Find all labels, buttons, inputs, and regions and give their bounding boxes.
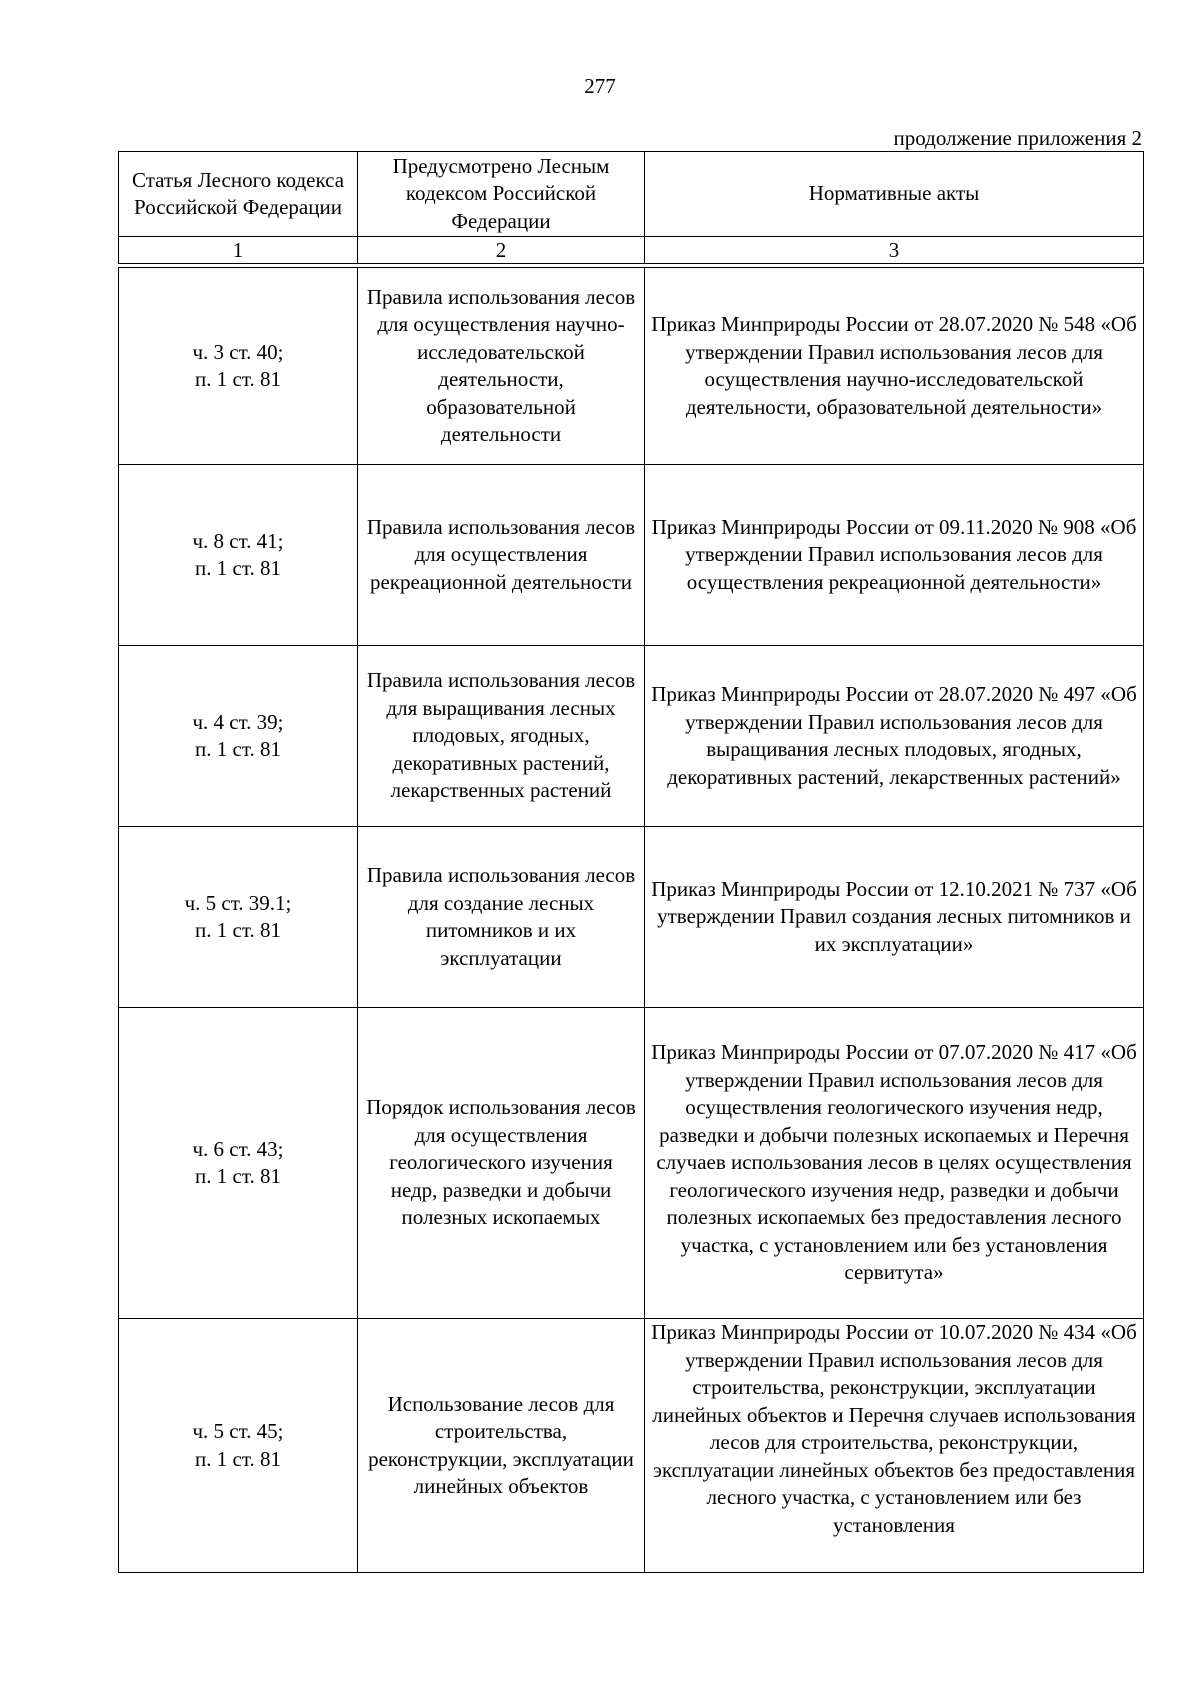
table-row: [119, 268, 1144, 465]
article-cell: ч. 5 ст. 45; п. 1 ст. 81: [119, 1319, 358, 1573]
table-row: [119, 1008, 1144, 1319]
continuation-label: продолжение приложения 2: [893, 126, 1142, 150]
provision-cell: Правила использования лесов для осуществления научно-исследовательской деятельности, образовательной деятельности: [358, 268, 645, 465]
table-row: [119, 827, 1144, 1008]
column-number-row: [119, 237, 1144, 264]
article-cell: ч. 4 ст. 39; п. 1 ст. 81: [119, 646, 358, 827]
act-cell: Приказ Минприроды России от 12.10.2021 № 737 «Об утверждении Правил создания лесных питомников и их эксплуатации»: [645, 827, 1144, 1008]
provision-cell: Использование лесов для строительства, реконструкции, эксплуатации линейных объектов: [358, 1319, 645, 1573]
act-cell: Приказ Минприроды России от 07.07.2020 № 417 «Об утверждении Правил использования лесов для осуществления геологического изучения недр, разведки и добычи полезных ископаемых и Перечня случаев использования лесов в целях осуществления геологического изучения недр, разведки и добычи полезных ископаемых без предоставления лесного участка, с установлением или без установления сервитута»: [645, 1008, 1144, 1319]
column-number: 1: [119, 237, 358, 264]
article-cell: ч. 5 ст. 39.1; п. 1 ст. 81: [119, 827, 358, 1008]
article-cell: ч. 8 ст. 41; п. 1 ст. 81: [119, 465, 358, 646]
header-acts: Нормативные акты: [645, 152, 1144, 237]
regulations-table: [118, 151, 1144, 1573]
article-cell: ч. 6 ст. 43; п. 1 ст. 81: [119, 1008, 358, 1319]
table-row: [119, 646, 1144, 827]
table-header-row: [119, 152, 1144, 237]
provision-cell: Порядок использования лесов для осуществления геологического изучения недр, разведки и добычи полезных ископаемых: [358, 1008, 645, 1319]
provision-cell: Правила использования лесов для создание лесных питомников и их эксплуатации: [358, 827, 645, 1008]
page-number: 277: [584, 74, 616, 98]
act-cell: Приказ Минприроды России от 10.07.2020 № 434 «Об утверждении Правил использования лесов для строительства, реконструкции, эксплуатации линейных объектов и Перечня случаев использования лесов для строительства, реконструкции, эксплуатации линейных объектов без предоставления лесного участка, с установлением или без установления: [645, 1319, 1144, 1573]
provision-cell: Правила использования лесов для выращивания лесных плодовых, ягодных, декоративных растений, лекарственных растений: [358, 646, 645, 827]
header-article: Статья Лесного кодекса Российской Федерации: [119, 152, 358, 237]
provision-cell: Правила использования лесов для осуществления рекреационной деятельности: [358, 465, 645, 646]
column-number: 2: [358, 237, 645, 264]
table-row: [119, 1319, 1144, 1573]
act-cell: Приказ Минприроды России от 28.07.2020 № 548 «Об утверждении Правил использования лесов для осуществления научно-исследовательской деятельности, образовательной деятельности»: [645, 268, 1144, 465]
column-number: 3: [645, 237, 1144, 264]
act-cell: Приказ Минприроды России от 09.11.2020 № 908 «Об утверждении Правил использования лесов для осуществления рекреационной деятельности»: [645, 465, 1144, 646]
article-cell: ч. 3 ст. 40; п. 1 ст. 81: [119, 268, 358, 465]
act-cell: Приказ Минприроды России от 28.07.2020 № 497 «Об утверждении Правил использования лесов для выращивания лесных плодовых, ягодных, декоративных растений, лекарственных растений»: [645, 646, 1144, 827]
header-provision: Предусмотрено Лесным кодексом Российской Федерации: [358, 152, 645, 237]
table-row: [119, 465, 1144, 646]
